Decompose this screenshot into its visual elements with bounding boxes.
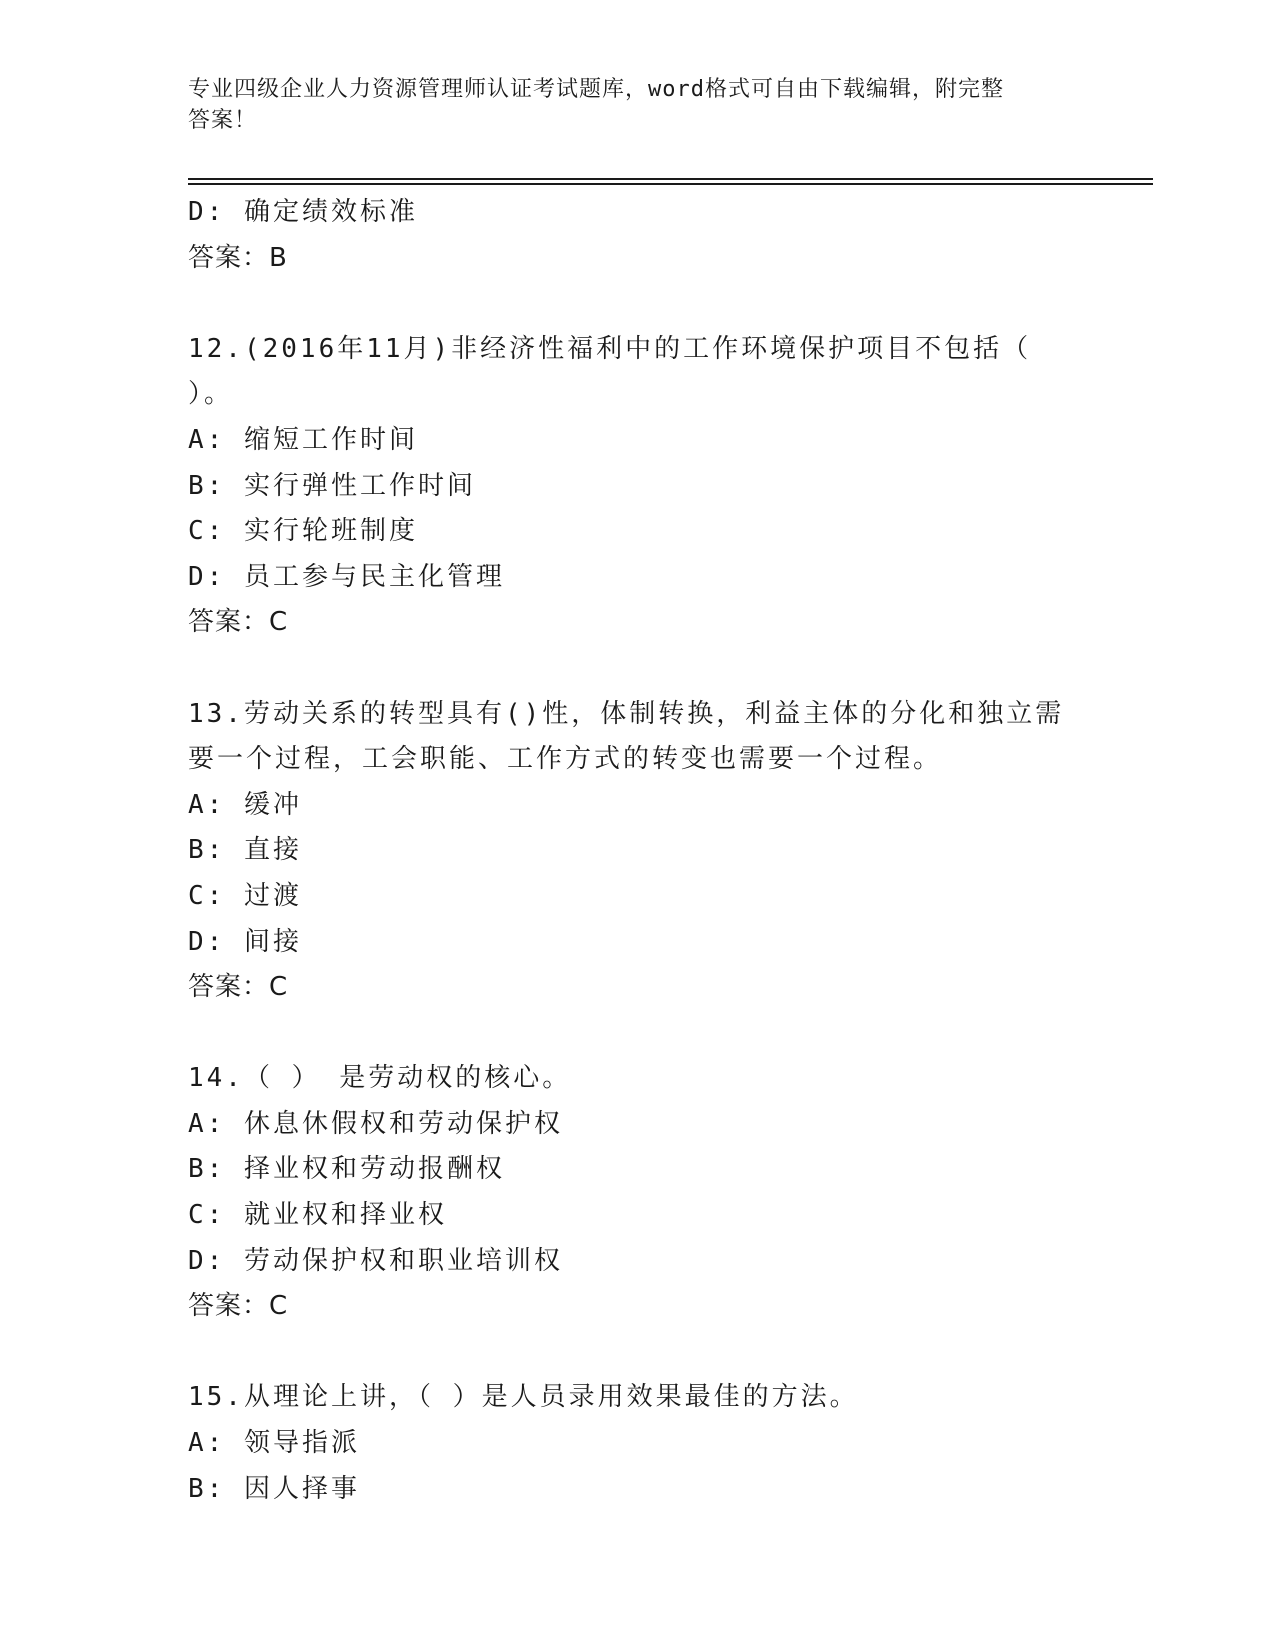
option-c: C: 实行轮班制度 — [188, 516, 418, 547]
question-text: 14.（ ） 是劳动权的核心。 — [188, 1063, 572, 1094]
answer-line: 答案：C — [188, 607, 289, 638]
answer-line: 答案：C — [188, 972, 289, 1003]
option-b: B: 择业权和劳动报酬权 — [188, 1154, 505, 1185]
question-text: 13.劳动关系的转型具有()性，体制转换，利益主体的分化和独立需要一个过程，工会职能、工作方式的转变也需要一个过程。 — [188, 698, 1065, 775]
option-a: A: 领导指派 — [188, 1428, 360, 1459]
option-b: B: 直接 — [188, 835, 302, 866]
option-d: D: 劳动保护权和职业培训权 — [188, 1245, 563, 1276]
question-list — [188, 190, 1088, 1512]
spacer — [188, 646, 1088, 692]
option-a: A: 缩短工作时间 — [188, 424, 418, 455]
spacer — [188, 1011, 1088, 1057]
header-rule-top — [188, 178, 1153, 180]
option-b: B: 实行弹性工作时间 — [188, 470, 476, 501]
option-c: C: 过渡 — [188, 880, 302, 911]
option-c: C: 就业权和择业权 — [188, 1200, 447, 1231]
option-d: D: 间接 — [188, 926, 302, 957]
spacer — [188, 281, 1088, 327]
question-block-15 — [188, 1375, 1088, 1512]
option-d: D: 确定绩效标准 — [188, 197, 418, 227]
answer-line: 答案：B — [188, 242, 288, 273]
header-rule-bottom — [188, 183, 1153, 185]
question-text: 12.(2016年11月)非经济性福利中的工作环境保护项目不包括（ ）。 — [188, 333, 1032, 410]
spacer — [188, 1330, 1088, 1376]
option-d: D: 员工参与民主化管理 — [188, 561, 505, 592]
option-a: A: 缓冲 — [188, 789, 302, 820]
question-block-12 — [188, 327, 1088, 646]
question-block-14 — [188, 1056, 1088, 1330]
question-text: 15.从理论上讲，（ ）是人员录用效果最佳的方法。 — [188, 1382, 859, 1413]
answer-line: 答案：C — [188, 1291, 289, 1322]
header-line-2: 答案！ — [188, 108, 258, 133]
option-a: A: 休息休假权和劳动保护权 — [188, 1108, 563, 1139]
question-block-tail — [188, 190, 1088, 281]
document-header — [188, 74, 1068, 136]
option-b: B: 因人择事 — [188, 1473, 360, 1504]
header-line-1: 专业四级企业人力资源管理师认证考试题库，word格式可自由下载编辑，附完整 — [188, 77, 1004, 102]
question-block-13 — [188, 692, 1088, 1011]
